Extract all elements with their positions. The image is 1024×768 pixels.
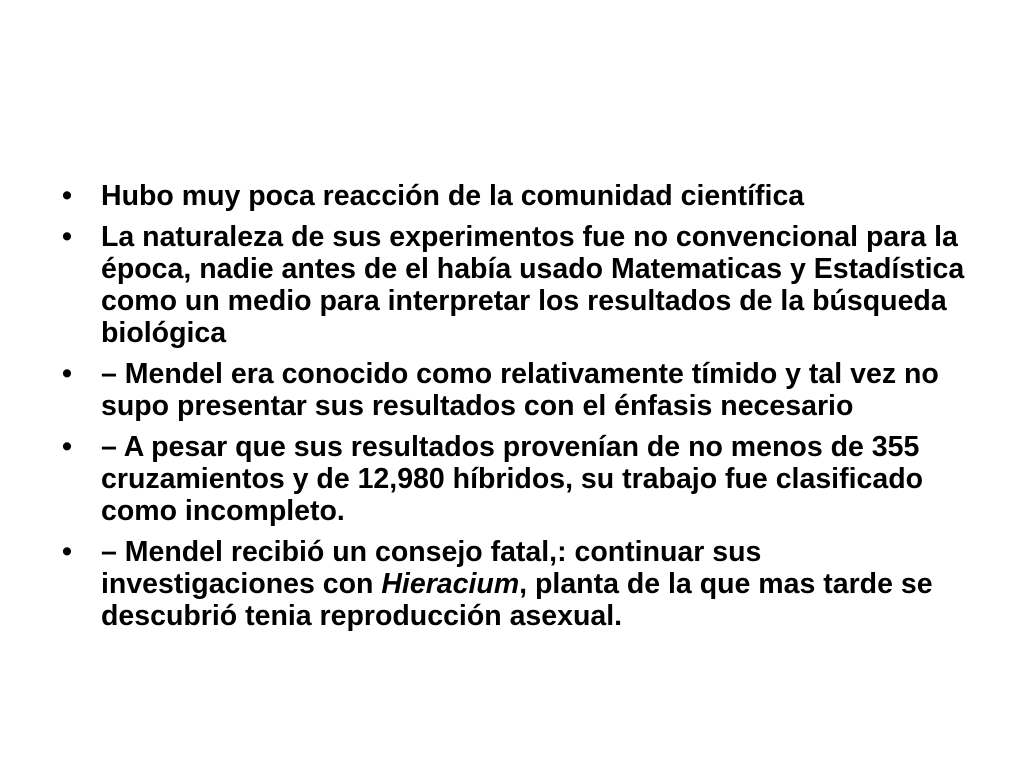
bullet-item <box>62 431 972 527</box>
bullet-item <box>62 221 972 349</box>
bullet-item <box>62 180 972 212</box>
bullet-text <box>101 536 933 632</box>
bullet-text: Hubo muy poca reacción de la comunidad científica <box>101 180 805 212</box>
bullet-icon: • <box>62 358 72 390</box>
species-name: Hieracium <box>381 568 520 600</box>
bullet-text: – A pesar que sus resultados provenían de no menos de 355 cruzamientos y de 12,980 híbridos, su trabajo fue clasificado como incompleto. <box>101 431 924 527</box>
bullet-text: La naturaleza de sus experimentos fue no convencional para la época, nadie antes de el había usado Matematicas y Estadística como un medio para interpretar los resultados de la búsqueda biológica <box>101 221 965 349</box>
bullet-icon: • <box>62 180 72 212</box>
bullet-text-part: , planta de la que mas tarde se descubrió tenia reproducción asexual. <box>101 568 933 632</box>
bullet-icon: • <box>62 431 72 463</box>
bullet-text-part: – Mendel recibió un consejo fatal,: continuar sus investigaciones con <box>101 536 762 600</box>
bullet-item <box>62 358 972 422</box>
bullet-text: – Mendel era conocido como relativamente tímido y tal vez no supo presentar sus resultados con el énfasis necesario <box>101 358 939 422</box>
bullet-icon: • <box>62 221 72 253</box>
bullet-icon: • <box>62 536 72 568</box>
bullet-list <box>62 180 972 641</box>
bullet-item <box>62 536 972 632</box>
